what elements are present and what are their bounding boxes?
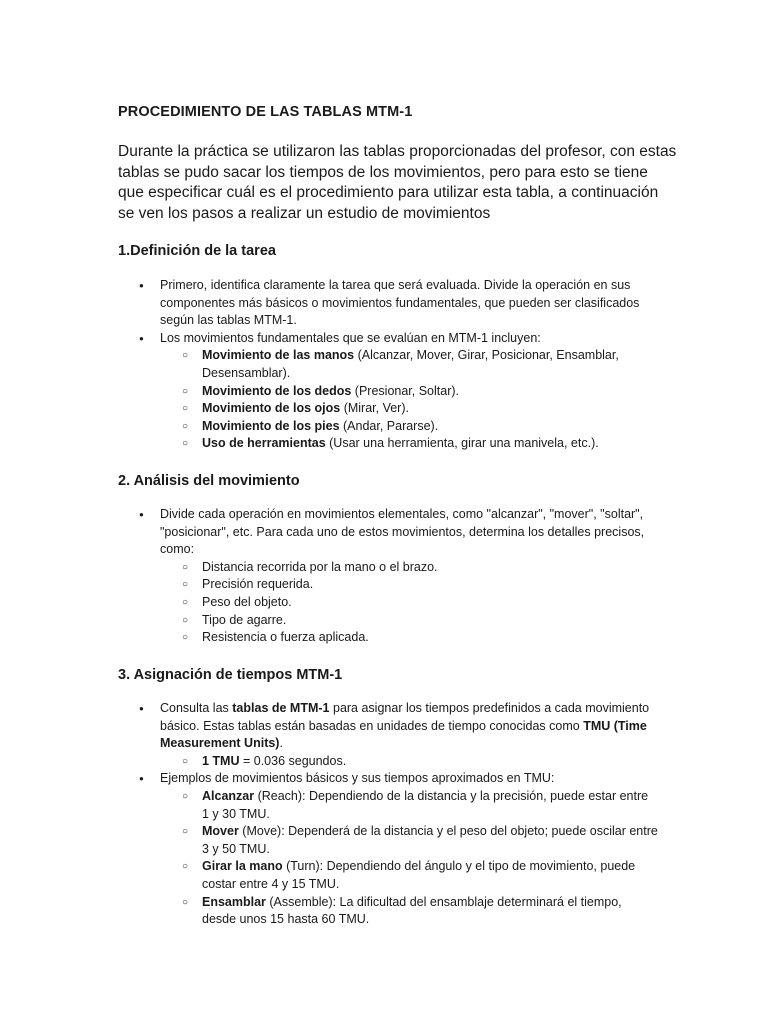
sub-list-item: ○ 1 TMU = 0.036 segundos. [160,753,658,771]
sub-list [160,347,658,453]
sub-list-item: ○ Resistencia o fuerza aplicada. [160,629,658,647]
intro-paragraph: Durante la práctica se utilizaron las tablas proporcionadas del profesor, con estas tablas se pudo sacar los tiempos de los movimientos, pero para esto se tiene que especificar cuál es el procedimiento para utilizar esta tabla, a continuación se ven los pasos a realizar un estudio de movimientos [118,143,677,222]
sub-list-item: ○ Mover (Move): Dependerá de la distancia y el peso del objeto; puede oscilar entre 3 y 50 TMU. [160,823,658,858]
sub-list-item: ○ Alcanzar (Reach): Dependiendo de la distancia y la precisión, puede estar entre 1 y 30 TMU. [160,788,658,823]
page-title: PROCEDIMIENTO DE LAS TABLAS MTM-1 [118,104,413,120]
sub-list-item: ○ Movimiento de las manos (Alcanzar, Mover, Girar, Posicionar, Ensamblar, Desensamblar). [160,347,658,382]
sub-list-item: ○ Tipo de agarre. [160,612,658,630]
sub-list-item: ○ Precisión requerida. [160,576,658,594]
list-item: ● Los movimientos fundamentales que se evalúan en MTM-1 incluyen: ○ Movimiento de las manos (Alcanzar, Mover, Girar, Posicionar, Ensamblar, Desensamblar). ○ Movimiento de los dedos (Presionar, Soltar). ○ Movimiento de los ojos (Mirar, Ver). ○ Movimiento de los pies (Andar, Pararse). ○ Uso de herramientas (Usar una herramienta, girar una manivela, etc.). [118,330,658,453]
sub-list-item: ○ Distancia recorrida por la mano o el brazo. [160,559,658,577]
section-heading-1: 1.Definición de la tarea [118,243,276,259]
sub-list-item: ○ Movimiento de los dedos (Presionar, Soltar). [160,383,658,401]
sub-list [160,559,658,647]
list-item: ● Divide cada operación en movimientos elementales, como "alcanzar", "mover", "soltar", "posicionar", etc. Para cada uno de estos movimientos, determina los detalles precisos, como: ○ Distancia recorrida por la mano o el brazo. ○ Precisión requerida. ○ Peso del objeto. ○ Tipo de agarre. ○ Resistencia o fuerza aplicada. [118,506,658,647]
sub-list-item: ○ Uso de herramientas (Usar una herramienta, girar una manivela, etc.). [160,435,658,453]
section-heading-3: 3. Asignación de tiempos MTM-1 [118,667,343,683]
list-item: ● Primero, identifica claramente la tarea que será evaluada. Divide la operación en sus componentes más básicos o movimientos fundamentales, que pueden ser clasificados según las tablas MTM-1. [118,277,658,330]
section-2-list [118,506,658,647]
list-item: ● Ejemplos de movimientos básicos y sus tiempos aproximados en TMU: ○ Alcanzar (Reach): Dependiendo de la distancia y la precisión, puede estar entre 1 y 30 TMU. ○ Mover (Move): Dependerá de la distancia y el peso del objeto; puede oscilar entre 3 y 50 TMU. ○ Girar la mano (Turn): Dependiendo del ángulo y el tipo de movimiento, puede costar entre 4 y 15 TMU. ○ Ensamblar (Assemble): La dificultad del ensamblaje determinará el tiempo, desde unos 15 hasta 60 TMU. [118,770,658,928]
section-3-list [118,700,658,929]
sub-list-item: ○ Movimiento de los pies (Andar, Pararse). [160,418,658,436]
sub-list-item: ○ Girar la mano (Turn): Dependiendo del ángulo y el tipo de movimiento, puede costar entre 4 y 15 TMU. [160,858,658,893]
sub-list [160,788,658,929]
section-1-list [118,277,658,453]
sub-list-item: ○ Ensamblar (Assemble): La dificultad del ensamblaje determinará el tiempo, desde unos 15 hasta 60 TMU. [160,894,658,929]
sub-list-item: ○ Movimiento de los ojos (Mirar, Ver). [160,400,658,418]
list-item: ● Consulta las tablas de MTM-1 para asignar los tiempos predefinidos a cada movimiento básico. Estas tablas están basadas en unidades de tiempo conocidas como TMU (Time Measurement Units). ○ 1 TMU = 0.036 segundos. [118,700,658,770]
section-heading-2: 2. Análisis del movimiento [118,473,300,489]
sub-list-item: ○ Peso del objeto. [160,594,658,612]
sub-list [160,753,658,771]
